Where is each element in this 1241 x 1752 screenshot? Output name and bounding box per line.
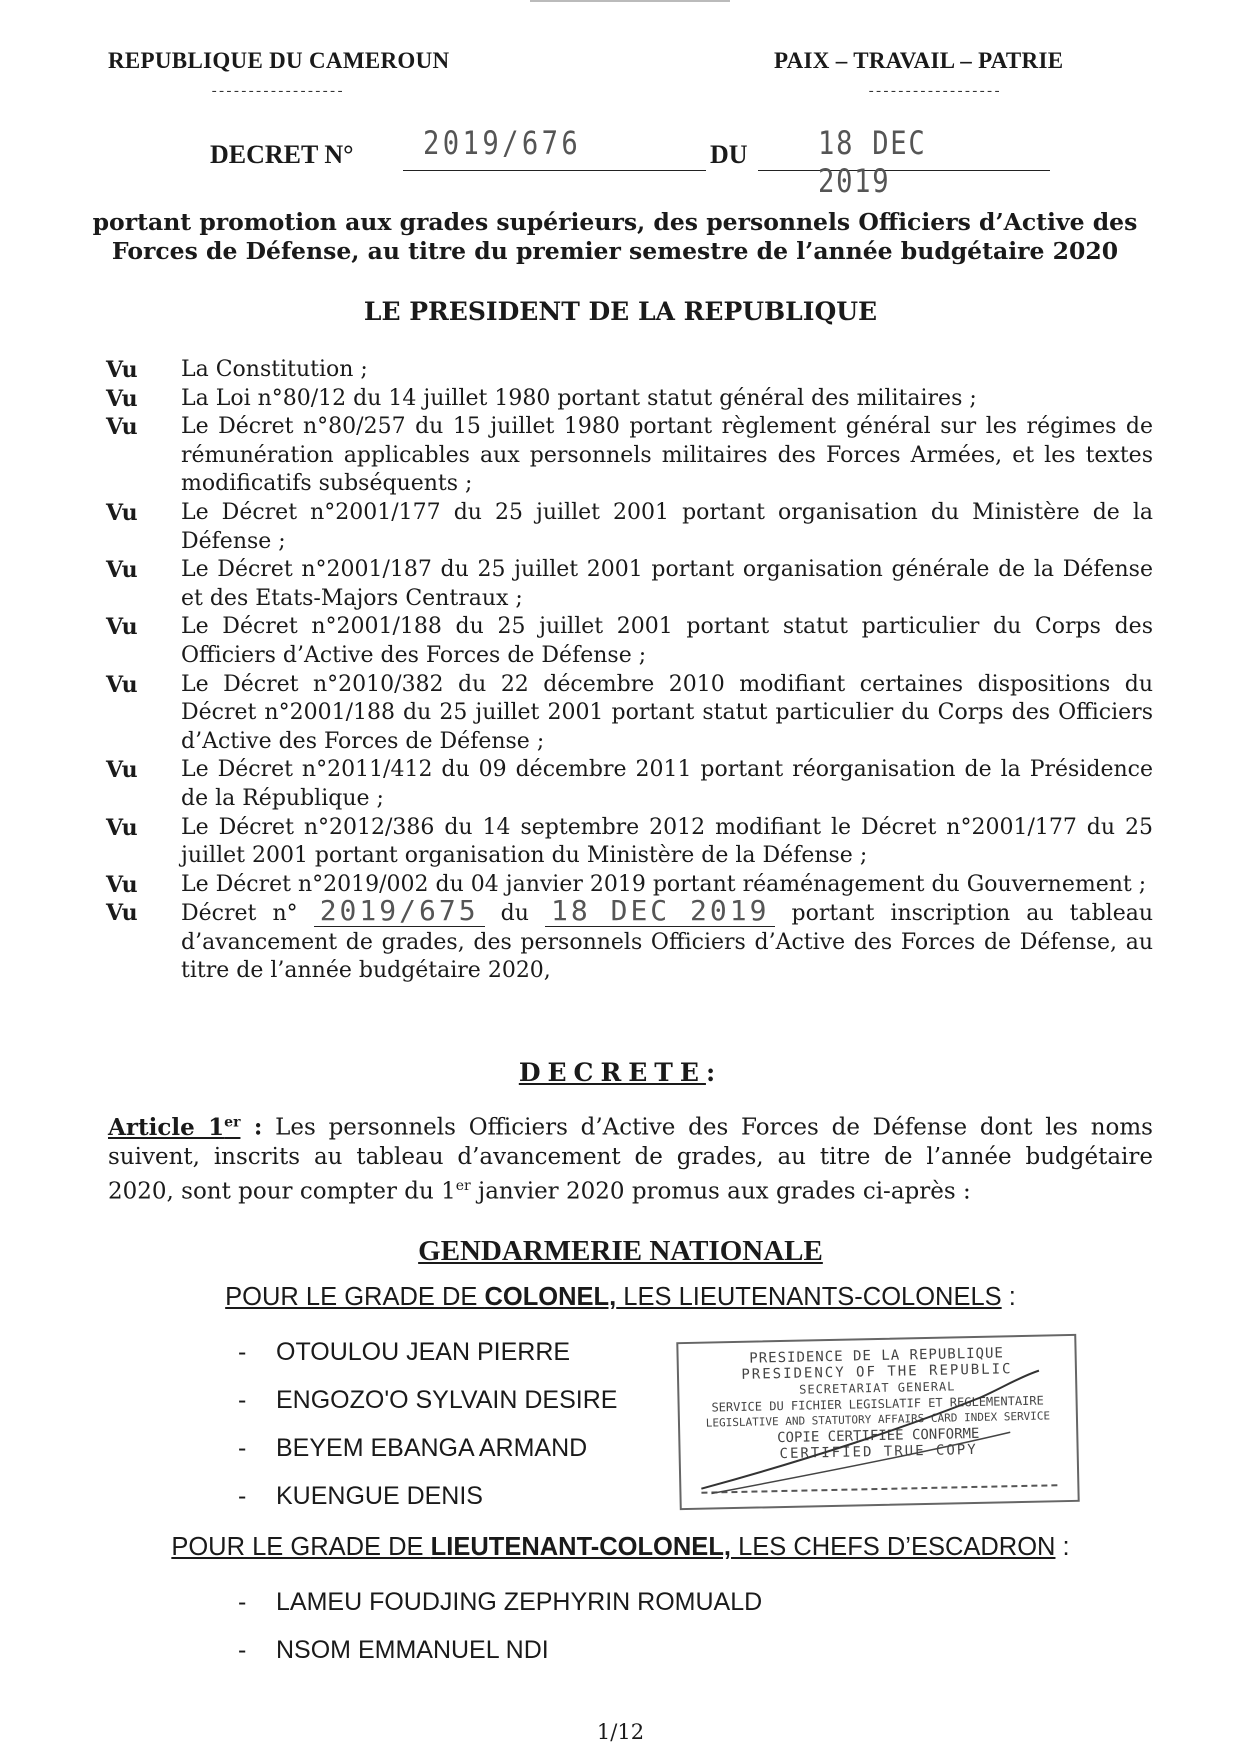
vu-item [106, 756, 1153, 813]
officer-name: KUENGUE DENIS [276, 1482, 483, 1510]
stamp-line-7: CERTIFIED TRUE COPY [779, 1441, 978, 1463]
vu-label: Vu [106, 814, 138, 841]
vu-item [106, 499, 1153, 556]
decree-label: DECRET N° [210, 140, 354, 169]
vu-item [106, 671, 1153, 757]
top-rule [530, 0, 730, 2]
vu-item [106, 814, 1153, 871]
section-title-text: GENDARMERIE NATIONALE [418, 1235, 823, 1267]
article-1-label-text: Article 1 [108, 1113, 225, 1141]
name-dash: - [238, 1636, 247, 1664]
decree-subject: portant promotion aux grades supérieurs, des personnels Officiers d’Active des Forces de Défense, au titre du premier semestre de l’année budgétaire 2020 [92, 208, 1138, 265]
vu-text: La Constitution ; [181, 357, 368, 382]
stamp-line-2: PRESIDENCY OF THE REPUBLIC [741, 1361, 1013, 1383]
vu-label: Vu [106, 614, 138, 641]
article-1-label-sup: er [224, 1114, 241, 1130]
officer-name: OTOULOU JEAN PIERRE [276, 1338, 571, 1366]
vu-text: Le Décret n°2001/177 du 25 juillet 2001 portant organisation du Ministère de la Défense ; [181, 499, 1153, 554]
vu-text: Le Décret n°2019/002 du 04 janvier 2019 portant réaménagement du Gouvernement ; [181, 871, 1147, 897]
vu-item [106, 385, 1153, 414]
grade-colonel-d: : [1001, 1283, 1016, 1311]
list-item [238, 1588, 762, 1636]
grade-colonel-a: POUR LE GRADE DE [225, 1283, 485, 1311]
certified-copy-stamp [676, 1334, 1079, 1510]
vu-label: Vu [106, 757, 138, 784]
article-1 [108, 1108, 1153, 1206]
decree-date-field [758, 124, 1050, 200]
section-title [0, 1235, 1241, 1268]
vu-label: Vu [106, 357, 138, 383]
name-dash: - [238, 1386, 247, 1414]
decree-number-line [210, 124, 1050, 200]
decrete-word: DECRETE [518, 1058, 706, 1087]
grade-colonel-c: LES LIEUTENANTS-COLONELS [616, 1283, 1002, 1311]
list-item [238, 1338, 617, 1386]
vu-item [106, 894, 1154, 986]
vu-label: Vu [106, 557, 138, 584]
vu-last-du: du [500, 901, 529, 927]
officer-name: NSOM EMMANUEL NDI [276, 1636, 549, 1664]
decree-date-stamp: 18 DEC 2019 [818, 124, 927, 200]
names-lt-colonel-list [238, 1588, 762, 1684]
vu-label: Vu [106, 671, 138, 698]
grade-lt-colonel-c: LES CHEFS D’ESCADRON [730, 1533, 1056, 1561]
header-country: REPUBLIQUE DU CAMEROUN [108, 48, 450, 73]
vu-text: Le Décret n°2010/382 du 22 décembre 2010 modifiant certaines dispositions du Décret n°2001/188 du 25 juillet 2001 portant statut particulier du Corps des Officiers d’Active des Forces de Défense ; [181, 671, 1153, 754]
officer-name: LAMEU FOUDJING ZEPHYRIN ROMUALD [276, 1588, 763, 1616]
decree-du-label: DU [710, 140, 748, 169]
vu-last-number-stamp: 2019/675 [319, 894, 479, 928]
name-dash: - [238, 1482, 247, 1510]
vu-label: Vu [106, 414, 138, 441]
name-dash: - [238, 1434, 247, 1462]
grade-colonel-b: COLONEL, [484, 1283, 617, 1311]
vu-last-prefix: Décret n° [181, 901, 298, 927]
name-dash: - [238, 1338, 247, 1366]
vu-last-number-field [314, 894, 485, 928]
name-dash: - [238, 1588, 247, 1616]
decree-number-field [403, 124, 706, 171]
grade-colonel-heading [0, 1283, 1241, 1312]
vu-label: Vu [106, 499, 138, 526]
decrete-heading [0, 1058, 1241, 1087]
grade-lt-colonel-a: POUR LE GRADE DE [171, 1533, 431, 1561]
vu-item [106, 556, 1153, 613]
vu-item [106, 356, 1153, 385]
list-item [238, 1386, 617, 1434]
stamp-line-3: SECRETARIAT GENERAL [799, 1379, 956, 1397]
vu-label: Vu [106, 871, 138, 898]
grade-lt-colonel-b: LIEUTENANT-COLONEL, [430, 1533, 731, 1561]
decrete-colon: : [705, 1058, 723, 1087]
grade-lt-colonel-d: : [1055, 1533, 1070, 1561]
grade-lt-colonel-heading [0, 1533, 1241, 1562]
officer-name: BEYEM EBANGA ARMAND [276, 1434, 588, 1462]
list-item [238, 1636, 762, 1684]
vu-text: Le Décret n°2012/386 du 14 septembre 2012 modifiant le Décret n°2001/177 du 25 juillet 2001 portant organisation du Ministère de la Défense ; [181, 814, 1153, 869]
names-colonel-list [238, 1338, 617, 1530]
vu-text: Le Décret n°2001/188 du 25 juillet 2001 portant statut particulier du Corps des Officiers d’Active des Forces de Défense ; [181, 614, 1153, 668]
vu-label: Vu [106, 900, 138, 927]
header-dashes-left: ------------------ [210, 84, 344, 100]
president-heading: LE PRESIDENT DE LA REPUBLIQUE [363, 297, 878, 326]
article-1-text-b: janvier 2020 promus aux grades ci-après : [470, 1178, 971, 1205]
decree-number-stamp: 2019/676 [423, 124, 582, 162]
vu-label: Vu [106, 385, 138, 412]
vu-text: Le Décret n°80/257 du 15 juillet 1980 portant règlement général sur les régimes de rémunération applicables aux personnels militaires des Forces Armées, et les textes modificatifs subséquents ; [181, 414, 1153, 497]
vu-last-date-field [545, 894, 775, 928]
vu-last-date-stamp: 18 DEC 2019 [551, 894, 770, 928]
stamp-line-6: COPIE CERTIFIEE CONFORME [776, 1425, 980, 1447]
stamp-line-4: SERVICE DU FICHIER LEGISLATIF ET REGLEMENTAIRE [711, 1393, 1044, 1415]
vu-item [106, 413, 1153, 499]
vu-item [106, 613, 1153, 670]
vu-text: La Loi n°80/12 du 14 juillet 1980 portant statut général des militaires ; [181, 385, 977, 411]
article-1-label [108, 1114, 240, 1141]
vu-last-suffix: portant inscription au tableau d’avancement de grades, des personnels Officiers d’Active des Forces de Défense, au titre de l’année budgétaire 2020, [181, 901, 1154, 984]
list-item [238, 1482, 617, 1530]
vu-text: Le Décret n°2001/187 du 25 juillet 2001 portant organisation générale de la Défense et des Etats-Majors Centraux ; [181, 557, 1153, 611]
header-dashes-right: ------------------ [867, 84, 1001, 100]
list-item [238, 1434, 617, 1482]
vu-list [106, 356, 1153, 986]
article-1-label-colon: : [240, 1113, 263, 1141]
article-1-text-sup: er [455, 1177, 471, 1194]
page-number: 1/12 [596, 1720, 645, 1744]
article-1-text-a: Les personnels Officiers d’Active des Forces de Défense dont les noms suivent, inscrits au tableau d’avancement de grades, au titre de l’année budgétaire 2020, sont pour compter du 1 [108, 1114, 1153, 1205]
stamp-line-5: LEGISLATIVE AND STATUTORY AFFAIRS CARD INDEX SERVICE [705, 1409, 1051, 1430]
stamp-line-1: PRESIDENCE DE LA REPUBLIQUE [749, 1345, 1005, 1367]
header-motto: PAIX – TRAVAIL – PATRIE [774, 48, 1064, 73]
officer-name: ENGOZO'O SYLVAIN DESIRE [276, 1386, 618, 1414]
signature-icon [678, 1336, 1077, 1508]
vu-text [181, 894, 1154, 986]
vu-text: Le Décret n°2011/412 du 09 décembre 2011 portant réorganisation de la Présidence de la République ; [181, 757, 1153, 811]
